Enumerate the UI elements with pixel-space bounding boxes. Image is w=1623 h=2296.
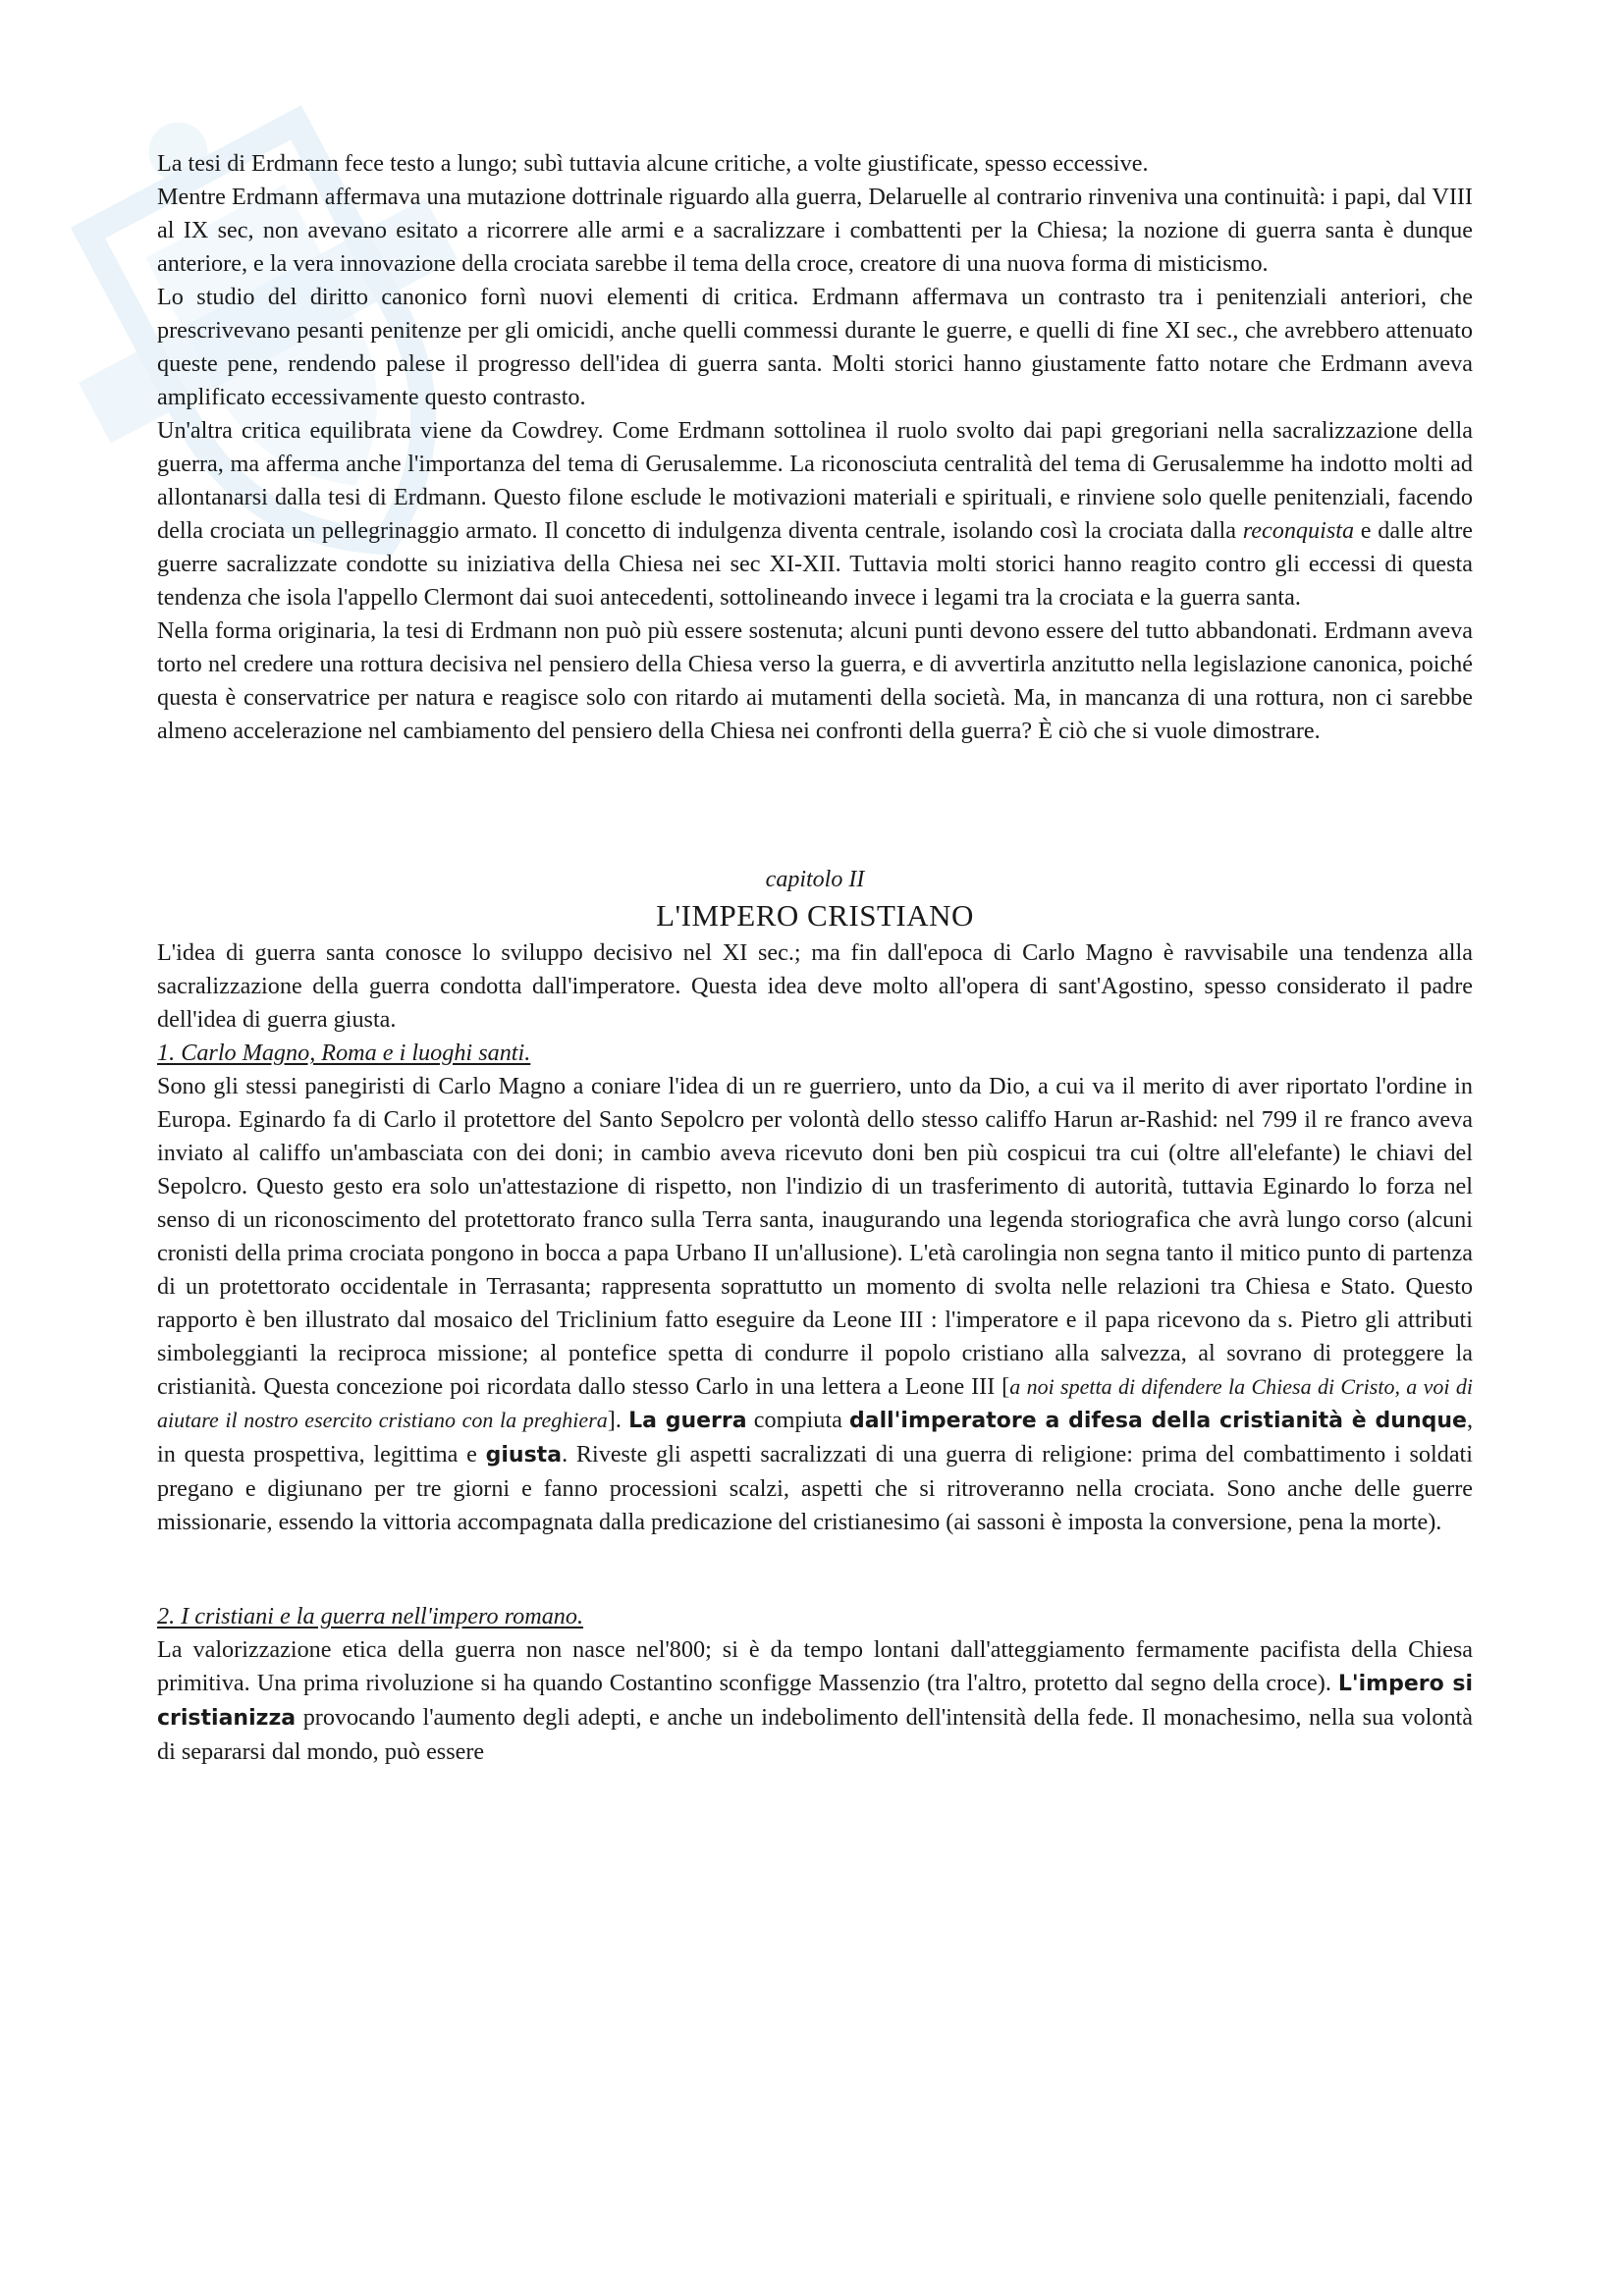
chapter-label: capitolo II [765,867,865,892]
chapter-heading [157,864,1473,936]
paragraph: Nella forma originaria, la tesi di Erdmann non può più essere sostenuta; alcuni punti devono essere del tutto abbandonati. Erdmann aveva torto nel credere una rottura decisiva nel pensiero della Chiesa verso la guerra, e di avvertirla anzitutto nella legislazione canonica, poiché questa è conservatrice per natura e reagisce solo con ritardo ai mutamenti della società. Ma, in mancanza di una rottura, non ci sarebbe almeno accelerazione nel cambiamento del pensiero della Chiesa nei confronti della guerra? È ciò che si vuole dimostrare. [157,617,1473,744]
paragraph [157,414,1473,614]
chapter-title: L'IMPERO CRISTIANO [656,898,974,933]
section-title: 2. I cristiani e la guerra nell'impero romano. [157,1603,584,1629]
section-title: 1. Carlo Magno, Roma e i luoghi santi. [157,1040,531,1066]
text-run: compiuta [746,1407,849,1433]
text-run: La valorizzazione etica della guerra non nasce nel'800; si è da tempo lontani dall'atteggiamento fermamente pacifista della Chiesa primitiva. Una prima rivoluzione si ha quando Costantino sconfigge Massenzio (tra l'altro, protetto dal segno della croce). [157,1636,1473,1696]
chapter-intro: L'idea di guerra santa conosce lo sviluppo decisivo nel XI sec.; ma fin dall'epoca di Carlo Magno è ravvisabile una tendenza alla sacralizzazione della guerra condotta dall'imperatore. Questa idea deve molto all'opera di sant'Agostino, spesso considerato il padre dell'idea di guerra giusta. [157,939,1473,1033]
text-run: Un'altra critica equilibrata viene da Cowdrey. Come Erdmann sottolinea il ruolo svolto dai papi gregoriani nella sacralizzazione della guerra, ma afferma anche l'importanza del tema di Gerusalemme. La riconosciuta centralità del tema di Gerusalemme ha indotto molti ad allontanarsi dalla tesi di Erdmann. Questo filone esclude le motivazioni materiali e spirituali, e rinviene solo quelle penitenziali, facendo della crociata un pellegrinaggio armato. Il concetto di indulgenza diventa centrale, isolando così la crociata dalla [157,417,1473,544]
text-run: Sono gli stessi panegiristi di Carlo Magno a coniare l'idea di un re guerriero, unto da Dio, a cui va il merito di aver riportato l'ordine in Europa. Eginardo fa di Carlo il protettore del Santo Sepolcro per volontà dello stesso califfo Harun ar-Rashid: nel 799 il re franco aveva inviato al califfo un'ambasciata con dei doni; in cambio aveva ricevuto doni ben più cospicui tra cui (oltre all'elefante) le chiavi del Sepolcro. Questo gesto era solo un'attestazione di rispetto, non l'indizio di un trasferimento di autorità, tuttavia Eginardo lo forza nel senso di un riconoscimento del protettorato franco sulla Terra santa, inaugurando una legenda storiografica che avrà lungo corso (alcuni cronisti della prima crociata pongono in bocca a papa Urbano II un'allusione). L'età carolingia non segna tanto il mitico punto di partenza di un protettorato occidentale in Terrasanta; rappresenta soprattutto un momento di svolta nelle relazioni tra Chiesa e Stato. Questo rapporto è ben illustrato dal mosaico del Triclinium fatto eseguire da Leone III : l'imperatore e il papa ricevono da s. Pietro gli attributi simboleggianti la reciproca missione; al pontefice spetta di condurre il popolo cristiano alla salvezza, al sovrano di proteggere la cristianità. Questa concezione poi ricordata dallo stesso Carlo in una lettera a Leone III [ [157,1073,1473,1400]
italic-term: reconquista [1242,517,1355,544]
bold-term: L'impero si cristianizza [157,1672,1473,1731]
paragraph [157,1070,1473,1539]
text-run: ]. [607,1407,629,1433]
document-page [157,147,1473,1769]
quotation: a noi spetta di difendere la Chiesa di Cristo, a voi di aiutare il nostro esercito cristiano con la preghiera [157,1374,1473,1432]
text-run: e dalle altre guerre sacralizzate condotte su iniziativa della Chiesa nei sec XI-XII. Tuttavia molti storici hanno reagito contro gli eccessi di questa tendenza che isola l'appello Clermont dai suoi antecedenti, sottolineando invece i legami tra la crociata e la guerra santa. [157,517,1473,611]
bold-term: giusta [485,1443,563,1468]
text-run: , in questa prospettiva, legittima e [157,1407,1473,1468]
paragraph [157,1633,1473,1769]
paragraph: Lo studio del diritto canonico fornì nuovi elementi di critica. Erdmann affermava un contrasto tra i penitenziali anteriori, che prescrivevano pesanti penitenze per gli omicidi, anche quelli commessi durante le guerre, e quelli di fine XI sec., che avrebbero attenuato queste pene, rendendo palese il progresso dell'idea di guerra santa. Molti storici hanno giustamente fatto notare che Erdmann aveva amplificato eccessivamente questo contrasto. [157,284,1473,410]
bold-term: dall'imperatore a difesa della cristianità è dunque [849,1409,1467,1433]
text-run: . Riveste gli aspetti sacralizzati di una guerra di religione: prima del combattimento i soldati pregano e digiunano per tre giorni e fanno processioni scalzi, aspetti che si ritroveranno nella crociata. Sono anche delle guerre missionarie, essendo la vittoria accompagnata dalla predicazione del cristianesimo (ai sassoni è imposta la conversione, pena la morte). [157,1441,1473,1535]
text-run: provocando l'aumento degli adepti, e anche un indebolimento dell'intensità della fede. Il monachesimo, nella sua volontà di separarsi dal mondo, può essere [157,1704,1473,1765]
paragraph: Mentre Erdmann affermava una mutazione dottrinale riguardo alla guerra, Delaruelle al contrario rinveniva una continuità: i papi, dal VIII al IX sec, non avevano esitato a ricorrere alle armi e a sacralizzare i combattenti per la Chiesa; la nozione di guerra santa è dunque anteriore, e la vera innovazione della crociata sarebbe il tema della croce, creatore di una nuova forma di misticismo. [157,184,1473,277]
paragraph: La tesi di Erdmann fece testo a lungo; subì tuttavia alcune critiche, a volte giustificate, spesso eccessive. [157,150,1149,177]
bold-term: La guerra [628,1409,747,1433]
